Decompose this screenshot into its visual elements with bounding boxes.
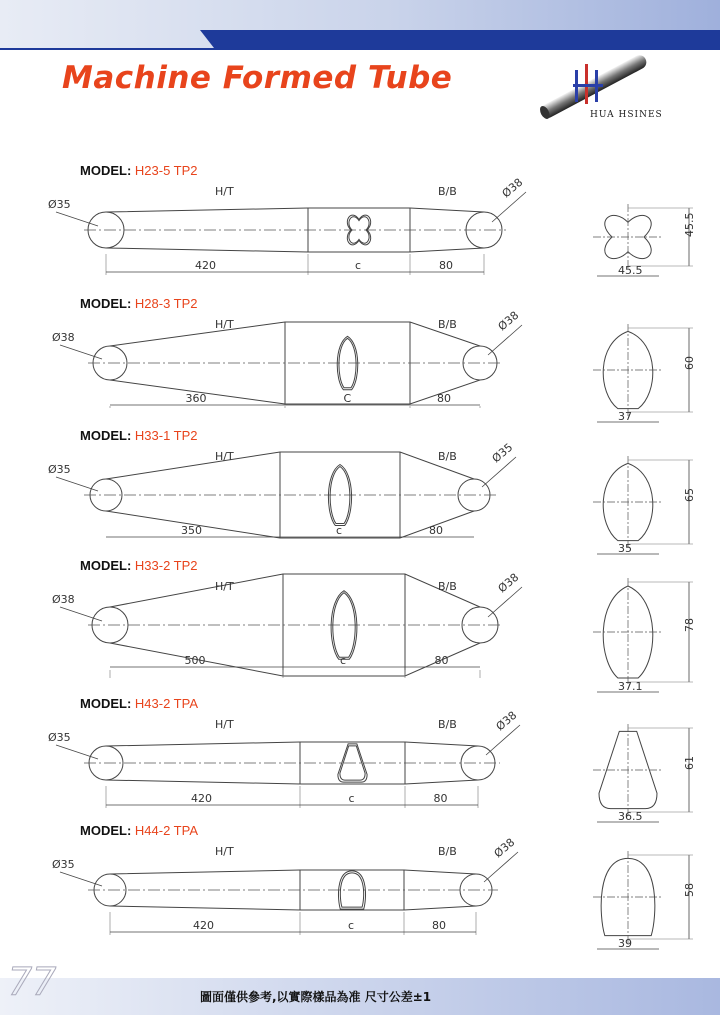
- left-diameter: Ø38: [52, 331, 75, 344]
- section-width: 35: [618, 542, 632, 555]
- tube-edge-bottom: [110, 643, 480, 676]
- section-height: 78: [683, 618, 696, 632]
- length-bb: 80: [429, 524, 443, 537]
- bb-label: B/B: [438, 450, 457, 463]
- right-diameter: Ø35: [489, 440, 516, 466]
- left-diameter: Ø35: [48, 463, 71, 476]
- tube-edge-bottom: [110, 380, 480, 404]
- section-width: 37.1: [618, 680, 643, 693]
- model-row: [0, 425, 720, 555]
- bb-label: B/B: [438, 318, 457, 331]
- length-c: c: [348, 792, 355, 805]
- page-title: Machine Formed Tube: [62, 60, 453, 96]
- section-width: 36.5: [618, 810, 643, 823]
- model-code: H23-5 TP2: [134, 163, 198, 178]
- ht-label: H/T: [215, 718, 234, 731]
- model-code: H33-1 TP2: [134, 428, 198, 443]
- brand-name: HUA HSINES: [590, 110, 663, 120]
- tube-drawing: [0, 293, 720, 423]
- length-bb: 80: [434, 654, 449, 667]
- model-code: H28-3 TP2: [134, 296, 198, 311]
- header-band: [0, 0, 720, 60]
- section-height: 65: [683, 488, 696, 502]
- model-row: [0, 160, 720, 285]
- ht-label: H/T: [215, 185, 234, 198]
- left-diameter: Ø38: [52, 593, 75, 606]
- section-height: 45.5: [683, 212, 696, 237]
- length-ht: 500: [184, 654, 206, 667]
- length-c: c: [336, 524, 343, 537]
- tube-drawing: [0, 820, 720, 950]
- section-width: 45.5: [618, 264, 643, 277]
- tube-edge-top: [110, 574, 480, 607]
- left-leader: [60, 872, 102, 886]
- bb-label: B/B: [438, 580, 457, 593]
- left-leader: [56, 745, 98, 759]
- section-width: 39: [618, 937, 632, 950]
- length-c: c: [355, 259, 362, 272]
- left-diameter: Ø35: [52, 858, 75, 871]
- length-ht: 420: [191, 792, 212, 805]
- left-leader: [56, 477, 98, 491]
- model-prefix: MODEL:: [80, 296, 135, 311]
- model-code: H44-2 TPA: [134, 823, 198, 838]
- model-prefix: MODEL:: [80, 428, 135, 443]
- right-diameter: Ø38: [495, 308, 522, 334]
- tube-edge-top: [106, 208, 484, 212]
- model-row: [0, 293, 720, 423]
- length-bb: 80: [437, 392, 451, 405]
- bb-label: B/B: [438, 185, 457, 198]
- length-bb: 80: [439, 259, 453, 272]
- model-row: [0, 820, 720, 950]
- length-c: c: [348, 919, 355, 932]
- ht-label: H/T: [215, 318, 234, 331]
- model-prefix: MODEL:: [80, 163, 135, 178]
- tube-edge-top: [110, 322, 480, 346]
- bb-label: B/B: [438, 718, 457, 731]
- tube-edge-bottom: [106, 511, 474, 538]
- length-bb: 80: [432, 919, 446, 932]
- length-ht: 360: [185, 392, 207, 405]
- tube-edge-top: [106, 452, 474, 479]
- model-row: [0, 693, 720, 823]
- brand-logo-icon: [533, 60, 653, 115]
- model-row: [0, 555, 720, 693]
- left-diameter: Ø35: [48, 731, 71, 744]
- right-diameter: Ø38: [493, 708, 520, 734]
- bb-label: B/B: [438, 845, 457, 858]
- model-prefix: MODEL:: [80, 558, 135, 573]
- model-prefix: MODEL:: [80, 823, 135, 838]
- ht-label: H/T: [215, 580, 234, 593]
- model-code: H43-2 TPA: [134, 696, 198, 711]
- length-c: C: [343, 392, 352, 405]
- length-bb: 80: [433, 792, 448, 805]
- tube-drawing: [0, 425, 720, 555]
- tube-edge-top: [110, 870, 476, 874]
- ht-label: H/T: [215, 845, 234, 858]
- length-ht: 420: [193, 919, 214, 932]
- tube-drawing: [0, 160, 720, 285]
- right-diameter: Ø38: [499, 175, 526, 201]
- model-code: H33-2 TP2: [134, 558, 198, 573]
- section-height: 61: [683, 756, 696, 770]
- length-ht: 350: [181, 524, 202, 537]
- ht-label: H/T: [215, 450, 234, 463]
- right-diameter: Ø38: [491, 835, 518, 861]
- right-diameter: Ø38: [495, 570, 522, 596]
- page-number: 77: [8, 960, 57, 1004]
- tube-edge-bottom: [110, 906, 476, 910]
- tube-drawing: [0, 693, 720, 823]
- left-leader: [60, 345, 102, 359]
- model-prefix: MODEL:: [80, 696, 135, 711]
- footer-note: 圖面僅供參考,以實際樣品為准 尺寸公差±1: [200, 990, 432, 1004]
- length-c: c: [340, 654, 347, 667]
- tube-edge-bottom: [106, 780, 478, 784]
- tube-drawing: [0, 555, 720, 693]
- tube-edge-top: [106, 742, 478, 746]
- length-ht: 420: [195, 259, 216, 272]
- tube-edge-bottom: [106, 248, 484, 252]
- left-diameter: Ø35: [48, 198, 71, 211]
- section-height: 60: [683, 356, 696, 370]
- section-height: 58: [683, 883, 696, 897]
- section-width: 37: [618, 410, 632, 423]
